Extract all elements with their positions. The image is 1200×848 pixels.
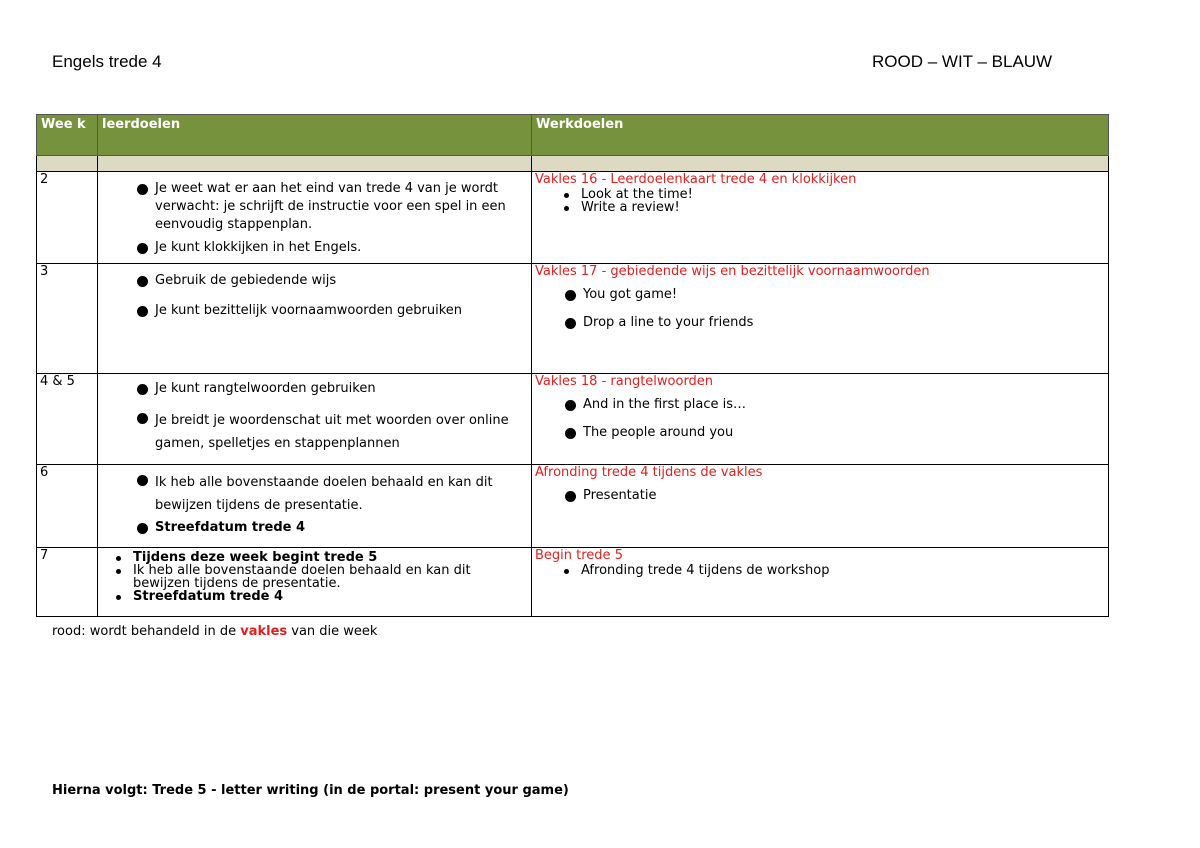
work-title: Afronding trede 4 tijdens de vakles [535,465,763,480]
column-header-goals: leerdoelen [98,115,532,156]
work-cell [532,172,1109,264]
work-list [561,396,1105,442]
work-title: Begin trede 5 [535,548,623,563]
work-cell [532,548,1109,617]
work-cell [532,264,1109,374]
work-title: Vakles 18 - rangtelwoorden [535,374,714,389]
spacer-cell [98,156,532,172]
spacer-row [37,156,1109,172]
goal-item: Je kunt rangtelwoorden gebruiken [133,380,528,398]
footnote-prefix: rood: wordt behandeld in de [52,624,241,639]
work-item: The people around you [561,424,1105,442]
table-row [37,264,1109,374]
work-item: Drop a line to your friends [561,314,1105,332]
week-cell: 2 [37,172,98,264]
work-list [561,286,1105,332]
spacer-cell [532,156,1109,172]
goals-list [109,551,528,603]
table-header-row [37,115,1109,156]
work-cell [532,465,1109,548]
goal-item: Je breidt je woordenschat uit met woorden over online gamen, spelletjes en stappenplannen [133,409,528,455]
work-item: You got game! [561,286,1105,304]
goals-cell [98,264,532,374]
week-cell: 6 [37,465,98,548]
goal-item: Tijdens deze week begint trede 5 [109,551,528,564]
goals-cell [98,172,532,264]
goal-item: Je kunt klokkijken in het Engels. [133,239,528,257]
planning-table [36,114,1109,617]
work-item: Presentatie [561,487,1105,505]
goal-item: Streefdatum trede 4 [133,519,528,537]
spacer-cell [37,156,98,172]
next-step-line: Hierna volgt: Trede 5 - letter writing (in de portal: present your game) [52,783,569,798]
work-item: Look at the time! [557,188,1105,201]
work-item: And in the first place is… [561,396,1105,414]
table-row [37,172,1109,264]
goals-cell [98,548,532,617]
goals-list [133,272,528,320]
work-list [557,564,1105,577]
work-item: Afronding trede 4 tijdens de workshop [557,564,1105,577]
goal-item: Je weet wat er aan het eind van trede 4 van je wordt verwacht: je schrijft de instructie voor een spel in een eenvoudig stappenplan. [133,180,528,234]
week-cell: 7 [37,548,98,617]
footnote-suffix: van die week [287,624,378,639]
goal-item: Ik heb alle bovenstaande doelen behaald en kan dit bewijzen tijdens de presentatie. [109,564,528,590]
work-list [557,188,1105,214]
table-row [37,548,1109,617]
footnote [52,624,377,639]
footnote-highlight: vakles [240,624,288,639]
work-item: Write a review! [557,201,1105,214]
work-cell [532,374,1109,465]
goal-item: Streefdatum trede 4 [109,590,528,603]
colors-label: ROOD – WIT – BLAUW [872,52,1053,71]
goal-item: Ik heb alle bovenstaande doelen behaald en kan dit bewijzen tijdens de presentatie. [133,471,528,517]
work-title: Vakles 17 - gebiedende wijs en bezittelijk voornaamwoorden [535,264,930,279]
week-cell: 3 [37,264,98,374]
goals-cell [98,465,532,548]
column-header-work: Werkdoelen [532,115,1109,156]
goals-list [133,380,528,455]
table-row [37,465,1109,548]
table-row [37,374,1109,465]
work-list [561,487,1105,505]
goal-item: Je kunt bezittelijk voornaamwoorden gebruiken [133,302,528,320]
goals-list [133,471,528,537]
document-title: Engels trede 4 [52,52,162,71]
work-title: Vakles 16 - Leerdoelenkaart trede 4 en klokkijken [535,172,857,187]
goals-list [133,180,528,257]
goals-cell [98,374,532,465]
column-header-week: Wee k [37,115,98,156]
goal-item: Gebruik de gebiedende wijs [133,272,528,290]
week-cell: 4 & 5 [37,374,98,465]
